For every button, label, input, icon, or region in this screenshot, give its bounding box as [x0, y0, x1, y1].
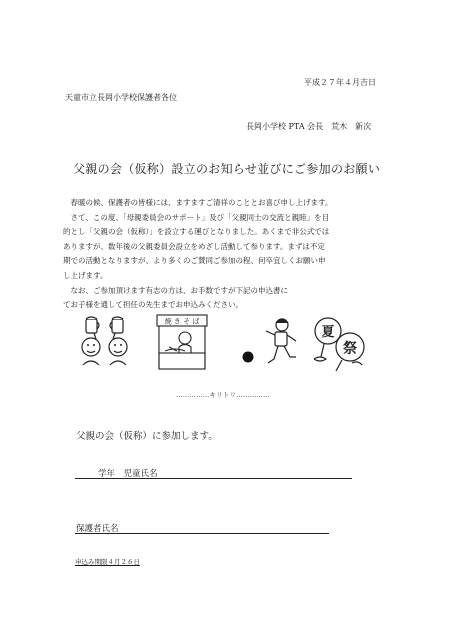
document-date: 平成２７年４月吉日 — [304, 78, 376, 87]
matsuri-character: 祭 — [343, 341, 357, 357]
yakisoba-sign-text: 焼 き そ ば — [164, 317, 200, 326]
summer-festival-fans-illustration — [308, 313, 372, 375]
body-line: ありますが、数年後の父親委員会設立をめざし活動して参ります。まずは不定 — [63, 241, 325, 251]
body-line: てお子様を通して担任の先生までお申込みください。 — [63, 300, 243, 310]
body-line: 期での活動となりますが、より多くのご賛同ご参加の程、何卒宜しくお願い申 — [63, 256, 326, 266]
body-text — [63, 196, 393, 313]
application-deadline: 申込み期限４月２６日 — [75, 558, 140, 566]
cut-line: ……………キリトリ…………… — [176, 391, 270, 399]
natsu-character: 夏 — [321, 325, 335, 340]
join-statement: 父親の会（仮称）に参加します。 — [76, 431, 218, 442]
body-line: さて、この度、「母親委員会のサポート」及び「父親同士の交流と親睦」を目 — [63, 212, 330, 222]
running-child-illustration — [260, 313, 300, 375]
guardian-name-label: 保護者氏名 — [76, 524, 119, 534]
ball-illustration — [236, 313, 260, 375]
grade-student-name-label: 学年 児童氏名 — [98, 469, 158, 479]
body-line: 的とし「父親の会（仮称）」を設立する運びとなりました。あくまで非公式では — [63, 227, 330, 237]
sender: 長岡小学校 PTA 会長 荒木 新次 — [246, 122, 372, 131]
grade-student-name-line[interactable] — [75, 478, 352, 479]
toasting-fathers-illustration — [74, 313, 136, 375]
yakisoba-stall-illustration — [151, 313, 213, 375]
guardian-name-line[interactable] — [75, 533, 329, 534]
body-line: 春暖の候、保護者の皆様には、ますますご清祥のこととお喜び申し上げます。 — [63, 198, 333, 207]
body-line: なお、ご参加頂けます有志の方は、お手数ですが下記の申込書に — [63, 285, 288, 295]
document-title: 父親の会（仮称）設立のお知らせ並びにご参加のお願い — [73, 162, 381, 176]
recipient: 天童市立長岡小学校保護者各位 — [65, 93, 177, 102]
body-line: し上げます。 — [63, 270, 108, 280]
